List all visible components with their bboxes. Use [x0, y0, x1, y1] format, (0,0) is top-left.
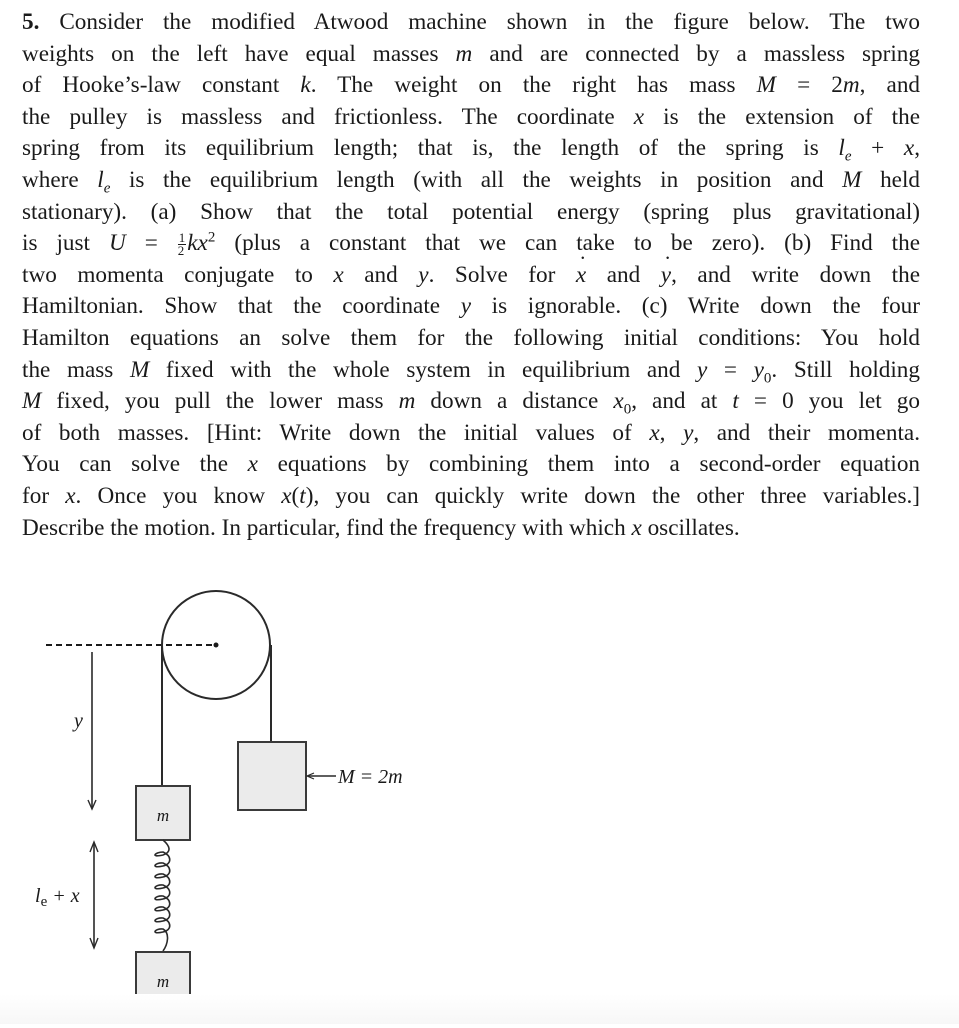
spring-icon: [155, 840, 170, 951]
atwood-machine-figure: [0, 560, 959, 1024]
text-line-14: of both masses. [Hint: Write down the initial values of x, y, and their momenta.: [22, 419, 921, 446]
M-label: M = 2m: [338, 766, 403, 788]
text-line-12: the mass M fixed with the whole system in equilibrium and $y = y_0$. Still holding: [22, 356, 920, 387]
text-line-13: M fixed, you pull the lower mass m down a distance $x_0$, and at t = 0 you let go: [22, 388, 920, 418]
text-line-16: for x. Once you know x(t), you can quickly write down the other three variables.]: [22, 482, 920, 509]
text-line-4: the pulley is massless and frictionless. The coordinate x is the extension of the: [22, 103, 920, 130]
text-line-9: two momenta conjugate to x and y. Solve for x ˙ and y ˙, and write down the: [22, 260, 920, 292]
mass-M-box: [238, 742, 306, 810]
text-line-11: Hamilton equations an solve them for the following initial conditions: You hold: [22, 324, 920, 351]
text-line-17: Describe the motion. In particular, find the frequency with which x oscillates.: [22, 514, 740, 541]
text-line-2: weights on the left have equal masses m and are connected by a massless spring: [22, 40, 920, 67]
pulley-center-dot: [214, 643, 219, 648]
problem-statement: [22, 7, 920, 544]
text-line-5: spring from its equilibrium length; that is, the length of the spring is $l_e + x$,: [22, 135, 920, 166]
text-line-7: stationary). (a) Show that the total potential energy (spring plus gravitational): [22, 198, 920, 225]
text-line-8: is just U = $\frac{1}{2}$ $kx^2$ (plus a constant that we can take to be zero). (b) Find the: [22, 229, 920, 259]
page-bottom-edge: [0, 994, 959, 1024]
y-label: y: [74, 710, 83, 732]
text-line-3: of Hooke’s-law constant k. The weight on the right has mass M = 2m, and: [22, 72, 921, 99]
upper-mass-label: m: [156, 806, 170, 825]
text-line-6: where $l_e$ is the equilibrium length (with all the weights in position and M held: [22, 166, 920, 197]
text-line-15: You can solve the x equations by combining them into a second-order equation: [22, 451, 921, 478]
spring-length-label: $l_e + x$: [35, 885, 80, 910]
lower-mass-label: m: [156, 972, 170, 991]
text-line-10: Hamiltonian. Show that the coordinate y is ignorable. (c) Write down the four: [22, 293, 921, 320]
text-line-1: 5. Consider the modified Atwood machine shown in the figure below. The two: [22, 9, 920, 35]
